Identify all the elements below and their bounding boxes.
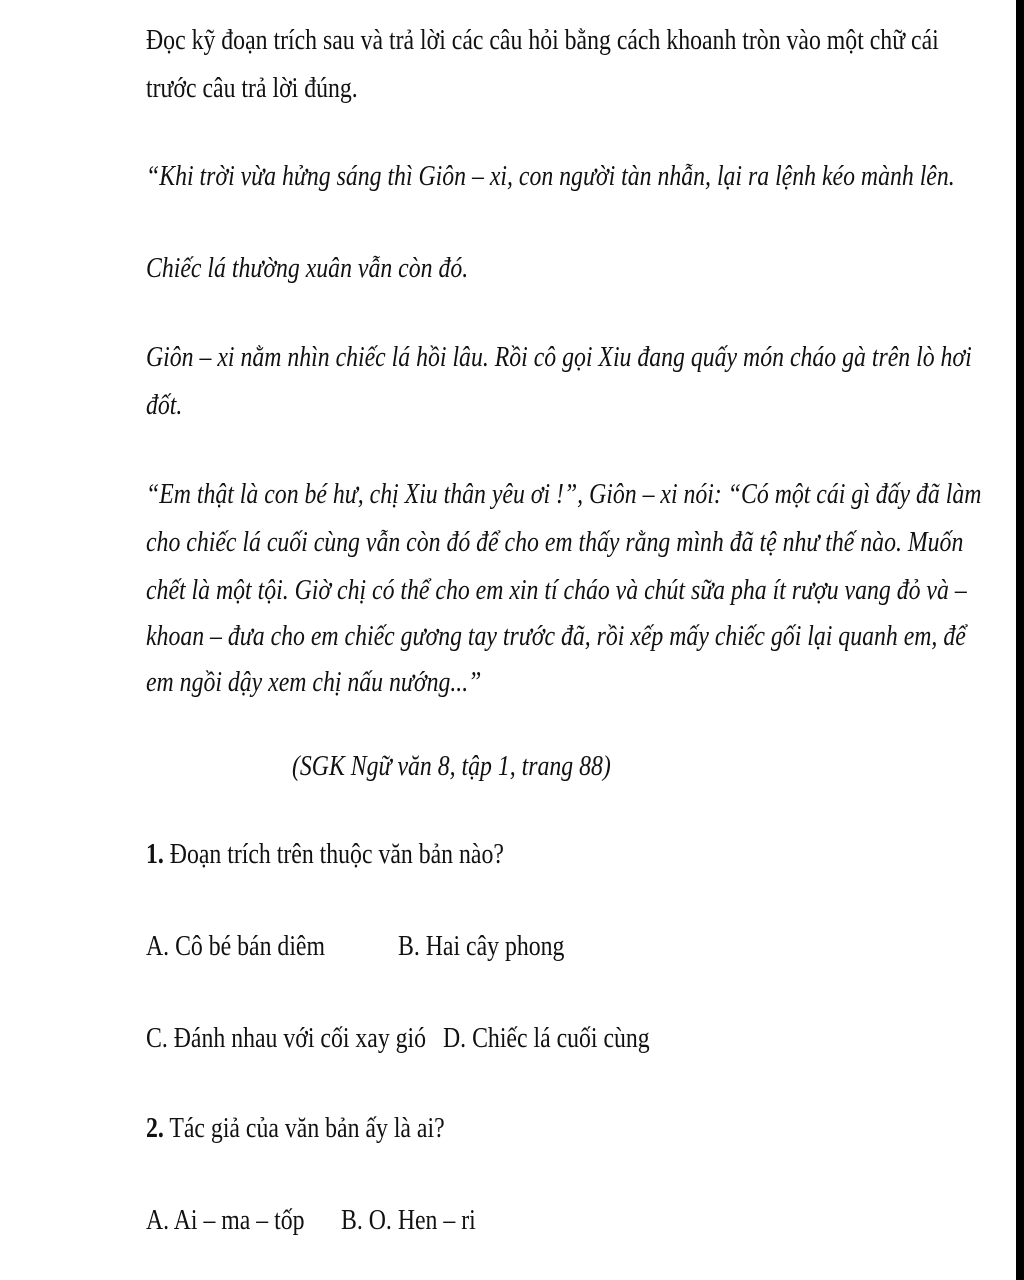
source-citation: (SGK Ngữ văn 8, tập 1, trang 88) [292,750,611,782]
excerpt-paragraph-3-line-1: Giôn – xi nằm nhìn chiếc lá hồi lâu. Rồi cô gọi Xiu đang quấy món cháo gà trên lò hơi [146,341,972,373]
instruction-line-1: Đọc kỹ đoạn trích sau và trả lời các câu hỏi bằng cách khoanh tròn vào một chữ cái [146,24,939,56]
instruction-line-2: trước câu trả lời đúng. [146,72,358,104]
question-2-option-a[interactable]: A. Ai – ma – tốp [146,1204,305,1236]
question-1-option-b[interactable]: B. Hai cây phong [398,930,565,962]
question-1-option-c[interactable]: C. Đánh nhau với cối xay gió [146,1022,427,1054]
excerpt-paragraph-4-line-3: chết là một tội. Giờ chị có thể cho em xin tí cháo và chút sữa pha ít rượu vang đỏ và – [146,574,967,606]
right-edge-border [1016,0,1024,1280]
excerpt-paragraph-1: “Khi trời vừa hửng sáng thì Giôn – xi, con người tàn nhẫn, lại ra lệnh kéo mành lên. [146,160,955,192]
question-1-option-a[interactable]: A. Cô bé bán diêm [146,930,325,962]
question-1-text: Đoạn trích trên thuộc văn bản nào? [163,838,504,870]
excerpt-paragraph-4-line-2: cho chiếc lá cuối cùng vẫn còn đó để cho em thấy rằng mình đã tệ như thế nào. Muốn [146,526,964,558]
question-1-number: 1. [146,838,164,870]
question-2-number: 2. [146,1112,164,1144]
question-2-option-b[interactable]: B. O. Hen – ri [341,1204,476,1236]
question-1 [146,830,504,878]
excerpt-paragraph-3-line-2: đốt. [146,389,183,421]
excerpt-paragraph-4-line-1: “Em thật là con bé hư, chị Xiu thân yêu ơi !”, Giôn – xi nói: “Có một cái gì đấy đã làm [146,478,982,510]
question-1-option-d[interactable]: D. Chiếc lá cuối cùng [443,1022,650,1054]
excerpt-paragraph-4-line-5: em ngồi dậy xem chị nấu nướng...” [146,666,482,698]
excerpt-paragraph-4-line-4: khoan – đưa cho em chiếc gương tay trước đã, rồi xếp mấy chiếc gối lại quanh em, để [146,620,966,652]
question-2 [146,1104,445,1152]
excerpt-paragraph-2: Chiếc lá thường xuân vẫn còn đó. [146,252,469,284]
question-2-text: Tác giả của văn bản ấy là ai? [163,1112,445,1144]
